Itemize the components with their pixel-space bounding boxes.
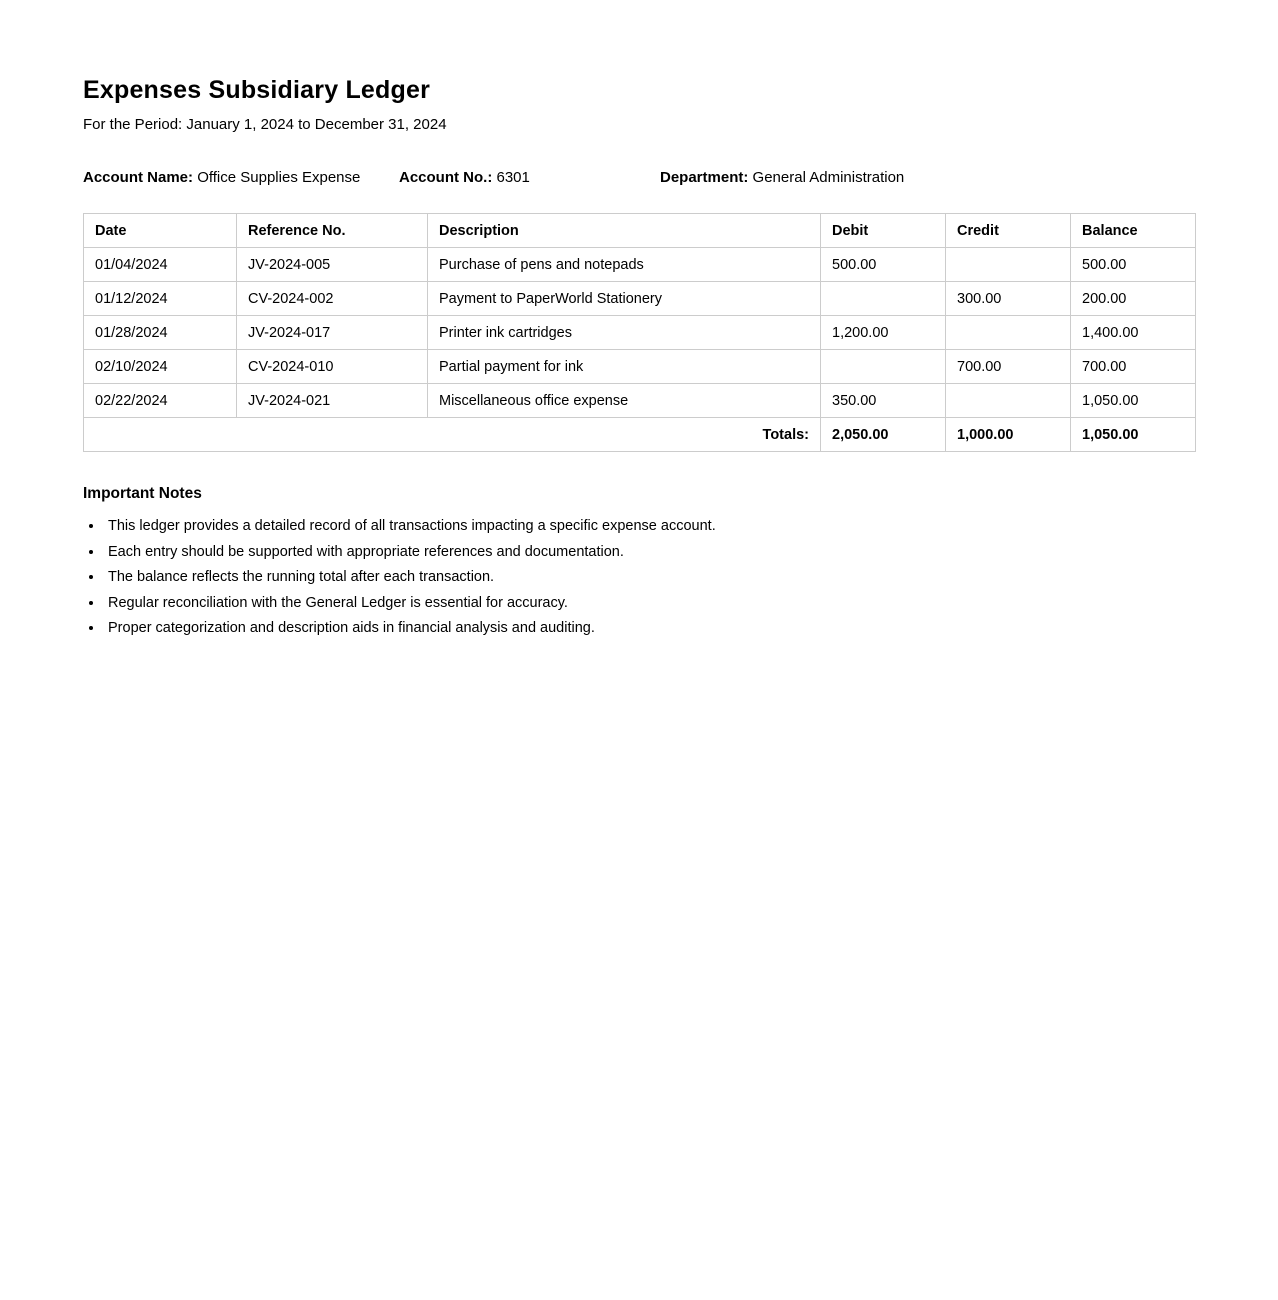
debit-cell: 350.00 — [821, 384, 946, 418]
table-row — [84, 248, 1196, 282]
table-row — [84, 316, 1196, 350]
note-item: • This ledger provides a detailed record of all transactions impacting a specific expense account. — [104, 518, 1195, 534]
note-item: • The balance reflects the running total after each transaction. — [104, 569, 1195, 585]
totals-label: Totals: — [84, 418, 821, 452]
credit-cell — [946, 316, 1071, 350]
description-cell: Miscellaneous office expense — [428, 384, 821, 418]
description-cell: Payment to PaperWorld Stationery — [428, 282, 821, 316]
date-cell: 01/12/2024 — [84, 282, 237, 316]
reference-cell: CV-2024-010 — [237, 350, 428, 384]
account-name-field — [83, 169, 399, 186]
description-cell: Printer ink cartridges — [428, 316, 821, 350]
balance-cell: 200.00 — [1071, 282, 1196, 316]
note-item: • Regular reconciliation with the General Ledger is essential for accuracy. — [104, 595, 1195, 611]
reference-cell: JV-2024-017 — [237, 316, 428, 350]
debit-cell: 500.00 — [821, 248, 946, 282]
account-no-field — [399, 169, 660, 186]
reference-cell: JV-2024-005 — [237, 248, 428, 282]
totals-row — [84, 418, 1196, 452]
balance-cell: 500.00 — [1071, 248, 1196, 282]
credit-cell: 700.00 — [946, 350, 1071, 384]
column-header-balance: Balance — [1071, 214, 1196, 248]
column-header-date: Date — [84, 214, 237, 248]
column-header-reference: Reference No. — [237, 214, 428, 248]
page-title: Expenses Subsidiary Ledger — [83, 76, 430, 104]
ledger-table — [83, 213, 1196, 452]
date-cell: 02/10/2024 — [84, 350, 237, 384]
date-cell: 02/22/2024 — [84, 384, 237, 418]
notes-list — [104, 518, 1195, 636]
account-no-label: Account No.: — [399, 169, 493, 186]
credit-cell — [946, 248, 1071, 282]
table-row — [84, 282, 1196, 316]
column-header-description: Description — [428, 214, 821, 248]
reference-cell: JV-2024-021 — [237, 384, 428, 418]
note-item: • Proper categorization and description aids in financial analysis and auditing. — [104, 620, 1195, 636]
description-cell: Partial payment for ink — [428, 350, 821, 384]
department-label: Department: — [660, 169, 749, 186]
balance-cell: 700.00 — [1071, 350, 1196, 384]
department-value: General Administration — [752, 169, 905, 186]
totals-credit: 1,000.00 — [946, 418, 1071, 452]
table-header-row — [84, 214, 1196, 248]
note-item: • Each entry should be supported with appropriate references and documentation. — [104, 544, 1195, 560]
balance-cell: 1,050.00 — [1071, 384, 1196, 418]
column-header-debit: Debit — [821, 214, 946, 248]
debit-cell — [821, 350, 946, 384]
account-info-row — [83, 169, 1195, 186]
notes-heading: Important Notes — [83, 485, 202, 502]
credit-cell — [946, 384, 1071, 418]
totals-balance: 1,050.00 — [1071, 418, 1196, 452]
column-header-credit: Credit — [946, 214, 1071, 248]
ledger-document — [0, 0, 1278, 636]
totals-debit: 2,050.00 — [821, 418, 946, 452]
account-name-label: Account Name: — [83, 169, 194, 186]
credit-cell: 300.00 — [946, 282, 1071, 316]
date-cell: 01/28/2024 — [84, 316, 237, 350]
table-row — [84, 350, 1196, 384]
debit-cell — [821, 282, 946, 316]
table-row — [84, 384, 1196, 418]
reference-cell: CV-2024-002 — [237, 282, 428, 316]
date-cell: 01/04/2024 — [84, 248, 237, 282]
period-subtitle: For the Period: January 1, 2024 to December 31, 2024 — [83, 116, 447, 133]
description-cell: Purchase of pens and notepads — [428, 248, 821, 282]
balance-cell: 1,400.00 — [1071, 316, 1196, 350]
department-field — [660, 169, 904, 186]
account-name-value: Office Supplies Expense — [197, 169, 361, 186]
account-no-value: 6301 — [496, 169, 530, 186]
debit-cell: 1,200.00 — [821, 316, 946, 350]
